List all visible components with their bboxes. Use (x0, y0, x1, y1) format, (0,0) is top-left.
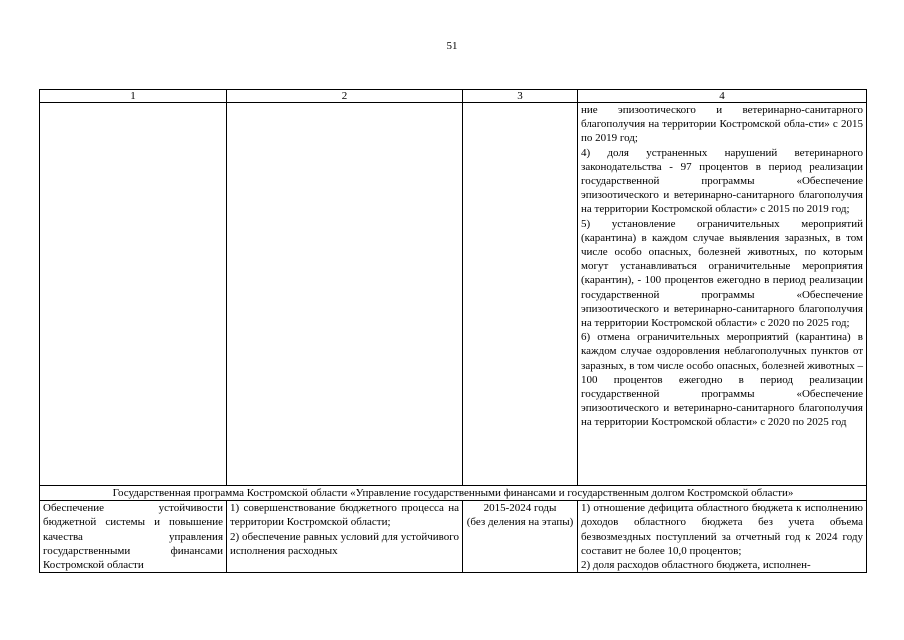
goal-cell: Обеспечение устойчивости бюджетной системы и повышение качества управления государственными финансами Костромской области (40, 501, 227, 573)
page-number: 51 (446, 40, 458, 52)
column-header-1: 1 (40, 90, 227, 103)
indicators-continuation-text: ние эпизоотического и ветеринарно-санитарного благополучия на территории Костромской обла-сти» с 2015 по 2019 год; 4) доля устраненных нарушений ветеринарного законодательства - 97 процентов в период реализации государственной программы «Обеспечение эпизоотического и ветеринарно-санитарного благополучия на территории Костромской области» с 2015 по 2019 год; 5) установление ограничительных мероприятий (карантина) в каждом случае выявления заразных, в том числе особо опасных, болезней животных, по которым могут устанавливаться ограничительные мероприятия (карантин), - 100 процентов ежегодно в период реализации государственной программы «Обеспечение эпизоотического и ветеринарно-санитарного благополучия на территории Костромской области» с 2020 по 2025 год; 6) отмена ограничительных мероприятий (карантина) в каждом случае оздоровления неблагополучных пунктов от заразных, в том числе особо опасных, болезней животных – 100 процентов ежегодно в период реализации государственной программы «Обеспечение эпизоотического и ветеринарно-санитарного благополучия на территории Костромской области» с 2020 по 2025 год (581, 104, 863, 429)
column-header-2: 2 (227, 90, 463, 103)
tasks-cell (227, 501, 463, 573)
empty-cell-3 (463, 103, 578, 486)
document-table (39, 89, 867, 573)
program-section-title: Государственная программа Костромской области «Управление государственными финансами и государственным долгом Костромской области» (40, 486, 867, 501)
indicators-text: 1) отношение дефицита областного бюджета к исполнению доходов областного бюджета без учета объема безвозмездных поступлений за отчетный год к 2024 году составит не более 10,0 процентов; 2) доля расходов областного бюджета, исполнен- (581, 502, 863, 572)
period-cell (463, 501, 578, 573)
continuation-row (40, 103, 867, 486)
empty-cell-2 (227, 103, 463, 486)
column-header-3: 3 (463, 90, 578, 103)
indicators-cell (578, 501, 867, 573)
tasks-text: 1) совершенствование бюджетного процесса на территории Костромской области; 2) обеспечение равных условий для устойчивого исполнения расходных (230, 502, 459, 557)
indicators-continuation-cell (578, 103, 867, 486)
empty-cell-1 (40, 103, 227, 486)
program-row (40, 501, 867, 573)
period-text: 2015-2024 годы (без деления на этапы) (466, 502, 574, 529)
section-title-row (40, 486, 867, 501)
column-number-row (40, 90, 867, 103)
column-header-4: 4 (578, 90, 867, 103)
